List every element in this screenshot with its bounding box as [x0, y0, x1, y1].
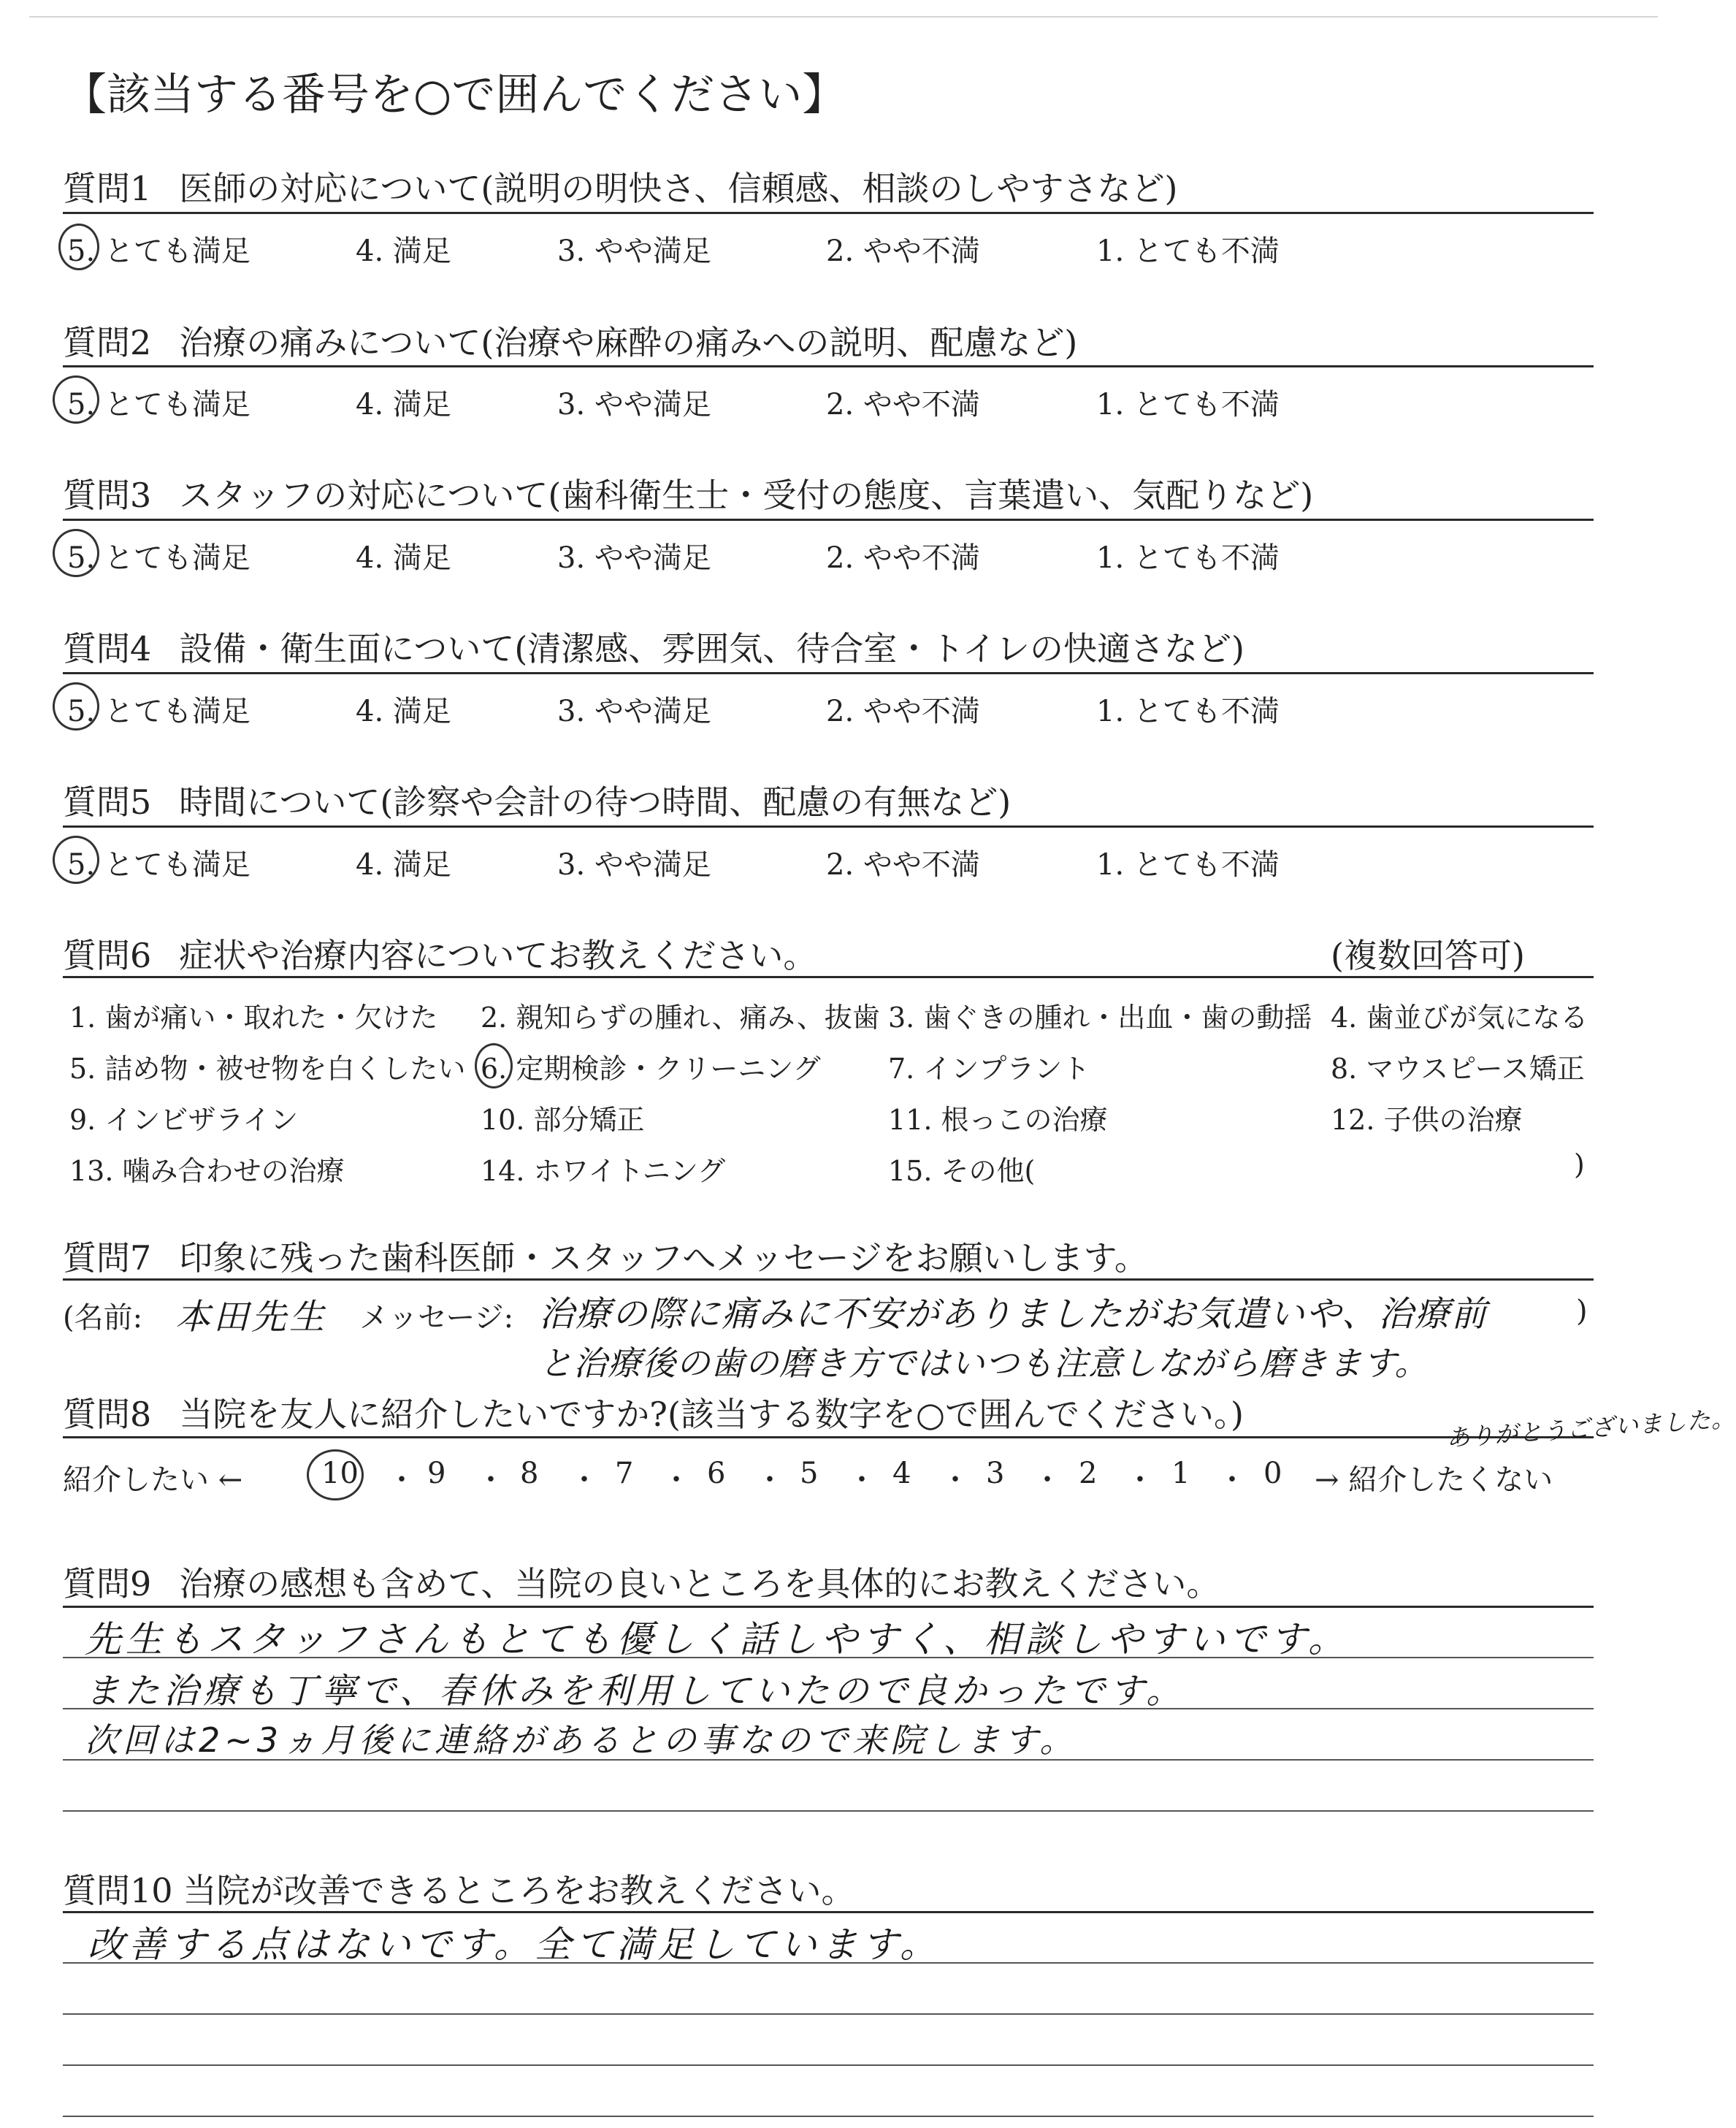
question-10-text: 当院が改善できるところをお教えください。	[183, 1871, 855, 1910]
name-label: (名前:	[63, 1301, 143, 1335]
q1-option-1[interactable]: 1. とても不満	[1096, 234, 1280, 268]
q2-option-5[interactable]: 5. とても満足	[67, 388, 251, 422]
q1-option-2[interactable]: 2. やや不満	[826, 234, 980, 268]
q6-option-2[interactable]: 2. 親知らずの腫れ、痛み、抜歯	[481, 1002, 880, 1034]
q5-option-1[interactable]: 1. とても不満	[1096, 848, 1280, 882]
divider	[63, 212, 1594, 214]
q6-option-11[interactable]: 11. 根っこの治療	[888, 1104, 1108, 1136]
q6-option-4[interactable]: 4. 歯並びが気になる	[1331, 1002, 1588, 1034]
question-6-text: 症状や治療内容についてお教えください。	[179, 936, 817, 975]
q2-option-2[interactable]: 2. やや不満	[826, 388, 980, 422]
answer-line	[63, 1810, 1594, 1812]
message-handwritten-ending: ありがとうございました。	[1445, 1404, 1736, 1452]
scale-dot: ・	[1217, 1463, 1247, 1497]
scale-3[interactable]: 3	[986, 1457, 1005, 1490]
answer-line	[63, 2013, 1594, 2015]
question-10	[63, 1864, 855, 1912]
question-5-text: 時間について(診察や会計の待つ時間、配慮の有無など)	[179, 782, 1012, 822]
question-3	[63, 469, 1313, 517]
question-9	[63, 1557, 1220, 1606]
q6-option-13[interactable]: 13. 噛み合わせの治療	[69, 1155, 345, 1187]
q3-option-4[interactable]: 4. 満足	[356, 541, 451, 575]
question-10-label: 質問10	[63, 1871, 173, 1910]
q6-option-9[interactable]: 9. インビザライン	[69, 1104, 299, 1136]
q10-answer-line-1: 改善する点はないです。全て満足しています。	[88, 1923, 941, 1966]
scale-dot: ・	[847, 1463, 876, 1497]
scale-8[interactable]: 8	[520, 1457, 539, 1490]
scale-7[interactable]: 7	[615, 1457, 634, 1490]
selected-circle-mark	[53, 836, 99, 884]
scale-dot: ・	[941, 1463, 970, 1497]
scale-dot: ・	[387, 1463, 416, 1497]
selected-circle-mark	[53, 375, 99, 424]
message-label: メッセージ:	[359, 1301, 514, 1335]
q6-option-15[interactable]: 15. その他(	[888, 1155, 1036, 1187]
q5-option-4[interactable]: 4. 満足	[356, 848, 451, 882]
q3-option-3[interactable]: 3. やや満足	[557, 541, 711, 575]
q5-option-5[interactable]: 5. とても満足	[67, 848, 251, 882]
q3-option-2[interactable]: 2. やや不満	[826, 541, 980, 575]
q1-option-5[interactable]: 5. とても満足	[67, 234, 251, 268]
question-1-label: 質問1	[63, 169, 152, 208]
q4-option-3[interactable]: 3. やや満足	[557, 695, 711, 728]
q4-option-2[interactable]: 2. やや不満	[826, 695, 980, 728]
question-3-label: 質問3	[63, 476, 152, 515]
question-7-text: 印象に残った歯科医師・スタッフへメッセージをお願いします。	[179, 1238, 1148, 1278]
message-handwritten-line-1: 治療の際に痛みに不安がありましたがお気遣いや、治療前	[539, 1294, 1488, 1335]
scale-6[interactable]: 6	[707, 1457, 726, 1490]
scale-9[interactable]: 9	[427, 1457, 446, 1490]
question-9-label: 質問9	[63, 1564, 152, 1603]
page-title: 【該当する番号を○で囲んでください】	[63, 69, 846, 121]
question-8-label: 質問8	[63, 1395, 152, 1434]
divider	[63, 1911, 1594, 1913]
divider	[63, 976, 1594, 978]
scale-dot: ・	[1125, 1463, 1155, 1497]
scale-1[interactable]: 1	[1171, 1457, 1190, 1490]
q9-answer-line-2: また治療も丁寧で、春休みを利用していたので良かったです。	[85, 1671, 1186, 1712]
question-5	[63, 776, 1011, 824]
message-close-paren: )	[1576, 1294, 1588, 1328]
scale-dot: ・	[662, 1463, 691, 1497]
question-2-label: 質問2	[63, 323, 152, 362]
selected-circle-mark	[58, 224, 99, 270]
question-4-text: 設備・衛生面について(清潔感、雰囲気、待合室・トイレの快適さなど)	[179, 629, 1244, 668]
top-border	[29, 16, 1658, 18]
divider	[63, 365, 1594, 367]
question-4	[63, 622, 1244, 671]
scale-5[interactable]: 5	[800, 1457, 819, 1490]
selected-circle-mark	[53, 682, 99, 731]
q4-option-4[interactable]: 4. 満足	[356, 695, 451, 728]
q6-option-7[interactable]: 7. インプラント	[888, 1053, 1090, 1085]
scale-2[interactable]: 2	[1079, 1457, 1098, 1490]
question-1-text: 医師の対応について(説明の明快さ、信頼感、相談のしやすさなど)	[179, 169, 1178, 208]
q6-option-8[interactable]: 8. マウスピース矯正	[1331, 1053, 1585, 1085]
q4-option-5[interactable]: 5. とても満足	[67, 695, 251, 728]
q3-option-5[interactable]: 5. とても満足	[67, 541, 251, 575]
answer-line	[63, 2116, 1594, 2117]
divider	[63, 1436, 1594, 1438]
q6-option-5[interactable]: 5. 詰め物・被せ物を白くしたい	[69, 1053, 466, 1085]
divider	[63, 672, 1594, 674]
q2-option-1[interactable]: 1. とても不満	[1096, 388, 1280, 422]
divider	[63, 1278, 1594, 1281]
q2-option-4[interactable]: 4. 満足	[356, 388, 451, 422]
q5-option-3[interactable]: 3. やや満足	[557, 848, 711, 882]
question-2-text: 治療の痛みについて(治療や麻酔の痛みへの説明、配慮など)	[179, 323, 1078, 362]
question-4-label: 質問4	[63, 629, 152, 668]
scale-dot: ・	[476, 1463, 505, 1497]
question-6	[63, 929, 817, 977]
q6-option-3[interactable]: 3. 歯ぐきの腫れ・出血・歯の動揺	[888, 1002, 1312, 1034]
scale-0[interactable]: 0	[1263, 1457, 1282, 1490]
q1-option-4[interactable]: 4. 満足	[356, 234, 451, 268]
q6-option-6[interactable]: 6. 定期検診・クリーニング	[481, 1053, 821, 1085]
q6-option-1[interactable]: 1. 歯が痛い・取れた・欠けた	[69, 1002, 438, 1034]
recommend-right-label: → 紹介したくない	[1315, 1463, 1553, 1497]
divider	[63, 519, 1594, 521]
selected-circle-mark	[53, 529, 99, 577]
question-8-text: 当院を友人に紹介したいですか?(該当する数字を○で囲んでください。)	[179, 1395, 1244, 1434]
question-7	[63, 1232, 1148, 1280]
question-6-note: (複数回答可)	[1331, 936, 1525, 975]
scale-10[interactable]: 10	[321, 1457, 359, 1490]
q6-option-10[interactable]: 10. 部分矯正	[481, 1104, 645, 1136]
question-8	[63, 1388, 1244, 1436]
q4-option-1[interactable]: 1. とても不満	[1096, 695, 1280, 728]
scale-4[interactable]: 4	[892, 1457, 911, 1490]
q6-option-14[interactable]: 14. ホワイトニング	[481, 1155, 726, 1187]
q6-option-15-close: )	[1574, 1148, 1585, 1181]
question-3-text: スタッフの対応について(歯科衛生士・受付の態度、言葉遣い、気配りなど)	[179, 476, 1314, 515]
selected-circle-mark	[475, 1043, 513, 1088]
scale-dot: ・	[1033, 1463, 1062, 1497]
question-7-label: 質問7	[63, 1238, 152, 1278]
question-2	[63, 316, 1077, 365]
q3-option-1[interactable]: 1. とても不満	[1096, 541, 1280, 575]
q2-option-3[interactable]: 3. やや満足	[557, 388, 711, 422]
question-6-label: 質問6	[63, 936, 152, 975]
q9-answer-line-3: 次回は2~3ヵ月後に連絡があるとの事なので来院します。	[85, 1720, 1078, 1760]
question-1	[63, 162, 1177, 210]
message-handwritten-line-2: と治療後の歯の磨き方ではいつも注意しながら磨きます。	[539, 1343, 1429, 1383]
q5-option-2[interactable]: 2. やや不満	[826, 848, 980, 882]
recommend-left-label: 紹介したい ←	[63, 1463, 243, 1497]
divider	[63, 825, 1594, 828]
q9-answer-line-1: 先生もスタッフさんもとても優しく話しやすく、相談しやすいです。	[85, 1618, 1349, 1660]
q1-option-3[interactable]: 3. やや満足	[557, 234, 711, 268]
name-handwritten: 本田先生	[175, 1297, 328, 1338]
selected-circle-mark	[307, 1449, 364, 1500]
q6-option-12[interactable]: 12. 子供の治療	[1331, 1104, 1523, 1136]
question-9-text: 治療の感想も含めて、当院の良いところを具体的にお教えください。	[179, 1564, 1220, 1603]
scale-dot: ・	[570, 1463, 599, 1497]
scale-dot: ・	[755, 1463, 784, 1497]
answer-line	[63, 2064, 1594, 2066]
question-5-label: 質問5	[63, 782, 152, 822]
divider	[63, 1606, 1594, 1608]
